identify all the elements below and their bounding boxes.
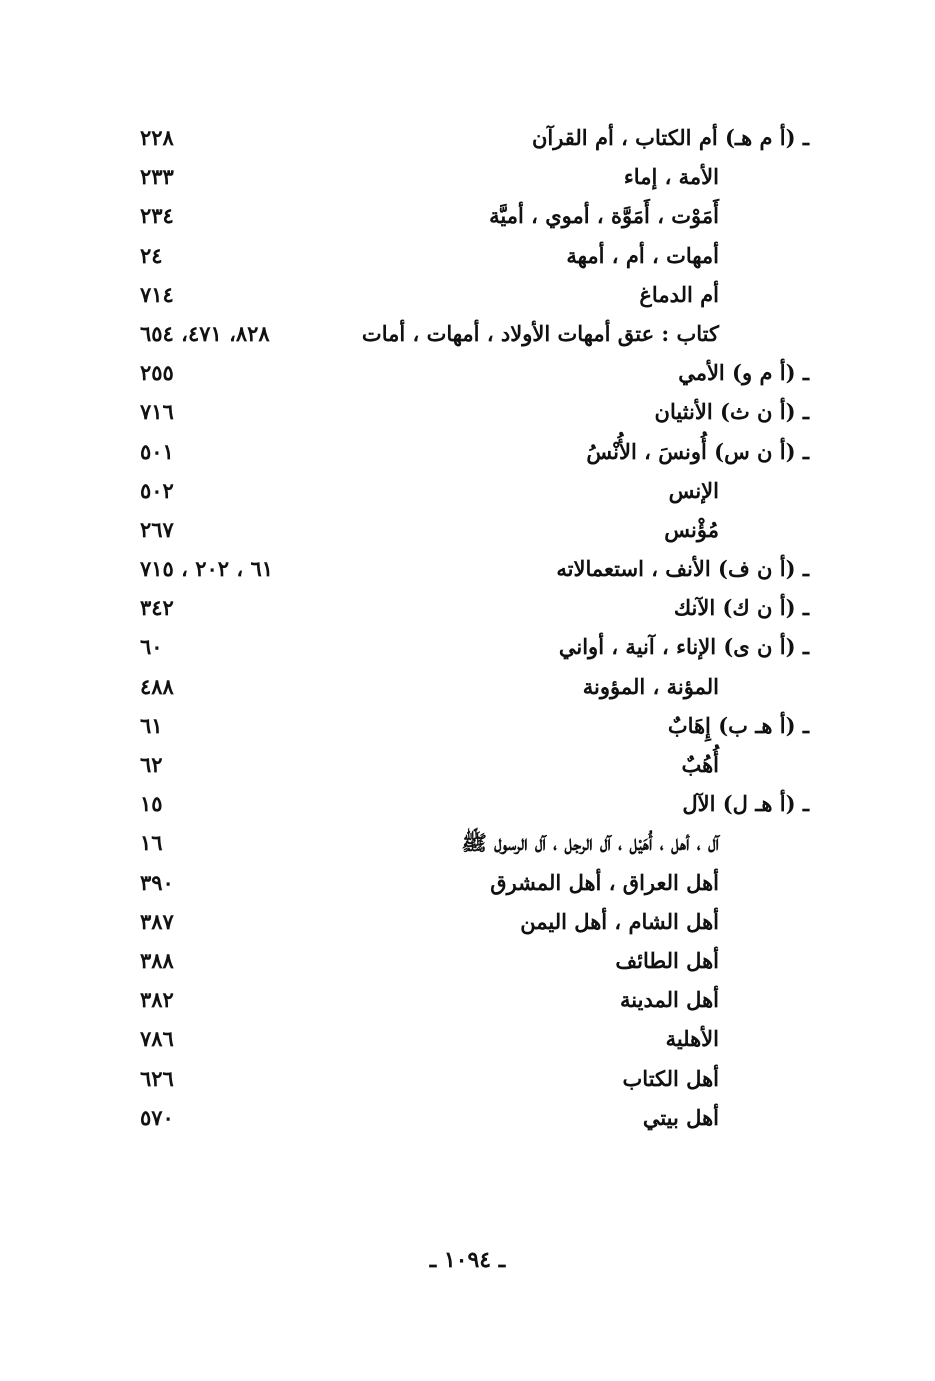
index-entry	[0, 980, 935, 1019]
index-entry	[0, 941, 935, 980]
entry-pages: ٢٣٤	[140, 203, 174, 229]
entry-term: ـ (أ ن س) أُونسَ ، الأُنْسُ	[586, 438, 809, 464]
entry-pages: ٢٢٨	[140, 125, 174, 150]
entry-term: آل ، أهل ، أُهَيْل ، آل الرجل ، آل الرسول ﷺ	[461, 830, 719, 856]
index-entry	[0, 471, 935, 510]
entry-term: ـ (أ هـ ب) إِهَابٌ	[667, 712, 809, 738]
entry-pages: ٧٨٦	[140, 1026, 174, 1052]
entry-pages: ٦٢٦	[140, 1065, 174, 1091]
entry-pages: ٧١٤	[140, 281, 174, 307]
index-entry	[0, 784, 935, 823]
entry-pages: ٥٠١	[140, 438, 174, 464]
entry-term: ـ (أ هـ ل) الآل	[682, 791, 809, 817]
index-entry	[0, 745, 935, 784]
entry-pages: ٣٩٠	[140, 869, 174, 895]
index-entry	[0, 706, 935, 745]
entry-term: ـ (أ م و) الأمي	[678, 360, 809, 386]
entry-pages: ٥٠٢	[140, 477, 174, 503]
entry-pages: ٨٢٨، ٤٧١، ٦٥٤	[140, 320, 270, 346]
entry-term: الأهلية	[665, 1026, 719, 1052]
index-entry	[0, 118, 935, 157]
index-entry	[0, 863, 935, 902]
index-entry	[0, 549, 935, 588]
entry-pages: ٣٨٨	[140, 947, 174, 973]
entry-term: أهل المدينة	[620, 987, 719, 1013]
entry-pages: ٦٠	[140, 634, 163, 660]
entry-pages: ٢٥٥	[140, 360, 174, 386]
entry-term: الأمة ، إماء	[623, 164, 719, 190]
entry-term: ـ (أ ن ى) الإناء ، آنية ، أواني	[558, 634, 809, 660]
entry-pages: ٧١٦	[140, 399, 174, 425]
entry-pages: ٤٨٨	[140, 673, 174, 699]
index-entry	[0, 353, 935, 392]
entry-term: أهل الكتاب	[622, 1065, 719, 1091]
entry-pages: ٣٨٢	[140, 987, 174, 1013]
entry-pages: ٣٤٢	[140, 595, 174, 621]
index-entry	[0, 1098, 935, 1137]
index-entry	[0, 588, 935, 627]
entry-term: كتاب : عتق أمهات الأولاد ، أمهات ، أمات	[361, 320, 719, 346]
index-entry	[0, 1019, 935, 1058]
index-entry	[0, 627, 935, 666]
entry-pages: ٣٨٧	[140, 908, 174, 934]
entry-term: ـ (أ ن ف) الأنف ، استعمالاته	[556, 556, 809, 582]
index-entry	[0, 432, 935, 471]
entry-pages: ١٥	[140, 791, 163, 817]
entry-pages: ٦١	[140, 712, 163, 738]
index-entry	[0, 236, 935, 275]
index-entry	[0, 314, 935, 353]
page-number: ـ ١٠٩٤ ـ	[429, 1247, 506, 1273]
index-entry	[0, 196, 935, 235]
entry-pages: ٦٢	[140, 752, 163, 777]
entry-term: أمهات ، أم ، أمهة	[566, 242, 719, 268]
entry-pages: ١٦	[140, 830, 163, 856]
index-entry	[0, 510, 935, 549]
entry-term: أهل الطائف	[615, 947, 719, 973]
entry-term: ـ (أ م هـ) أم الكتاب ، أم القرآن	[531, 125, 809, 150]
entry-pages: ٢٦٧	[140, 516, 174, 542]
index-entry	[0, 275, 935, 314]
entry-pages: ٢٤	[140, 242, 163, 268]
entry-pages: ٦١ ، ٢٠٢ ، ٧١٥	[140, 556, 274, 582]
entry-pages: ٢٣٣	[140, 164, 174, 190]
entry-term: أهل بيتي	[642, 1104, 719, 1130]
index-entries	[0, 118, 935, 1137]
entry-term: الإنس	[668, 477, 719, 503]
entry-term: أَمَوْت ، أَمَوَّة ، أموي ، أميَّة	[489, 203, 719, 229]
entry-term: أهل العراق ، أهل المشرق	[490, 869, 719, 895]
entry-term: أهل الشام ، أهل اليمن	[520, 908, 719, 934]
index-entry	[0, 392, 935, 431]
entry-term: المؤنة ، المؤونة	[582, 673, 719, 699]
index-entry	[0, 902, 935, 941]
entry-term: أم الدماغ	[639, 281, 719, 307]
entry-pages: ٥٧٠	[140, 1104, 174, 1130]
index-entry	[0, 157, 935, 196]
index-entry	[0, 823, 935, 862]
entry-term: ـ (أ ن ث) الأنثيان	[654, 399, 809, 425]
entry-term: أُهُبٌ	[681, 752, 719, 777]
entry-term: مُؤْنس	[664, 516, 719, 542]
entry-term: ـ (أ ن ك) الآنك	[673, 595, 809, 621]
index-entry	[0, 1059, 935, 1098]
index-entry	[0, 667, 935, 706]
